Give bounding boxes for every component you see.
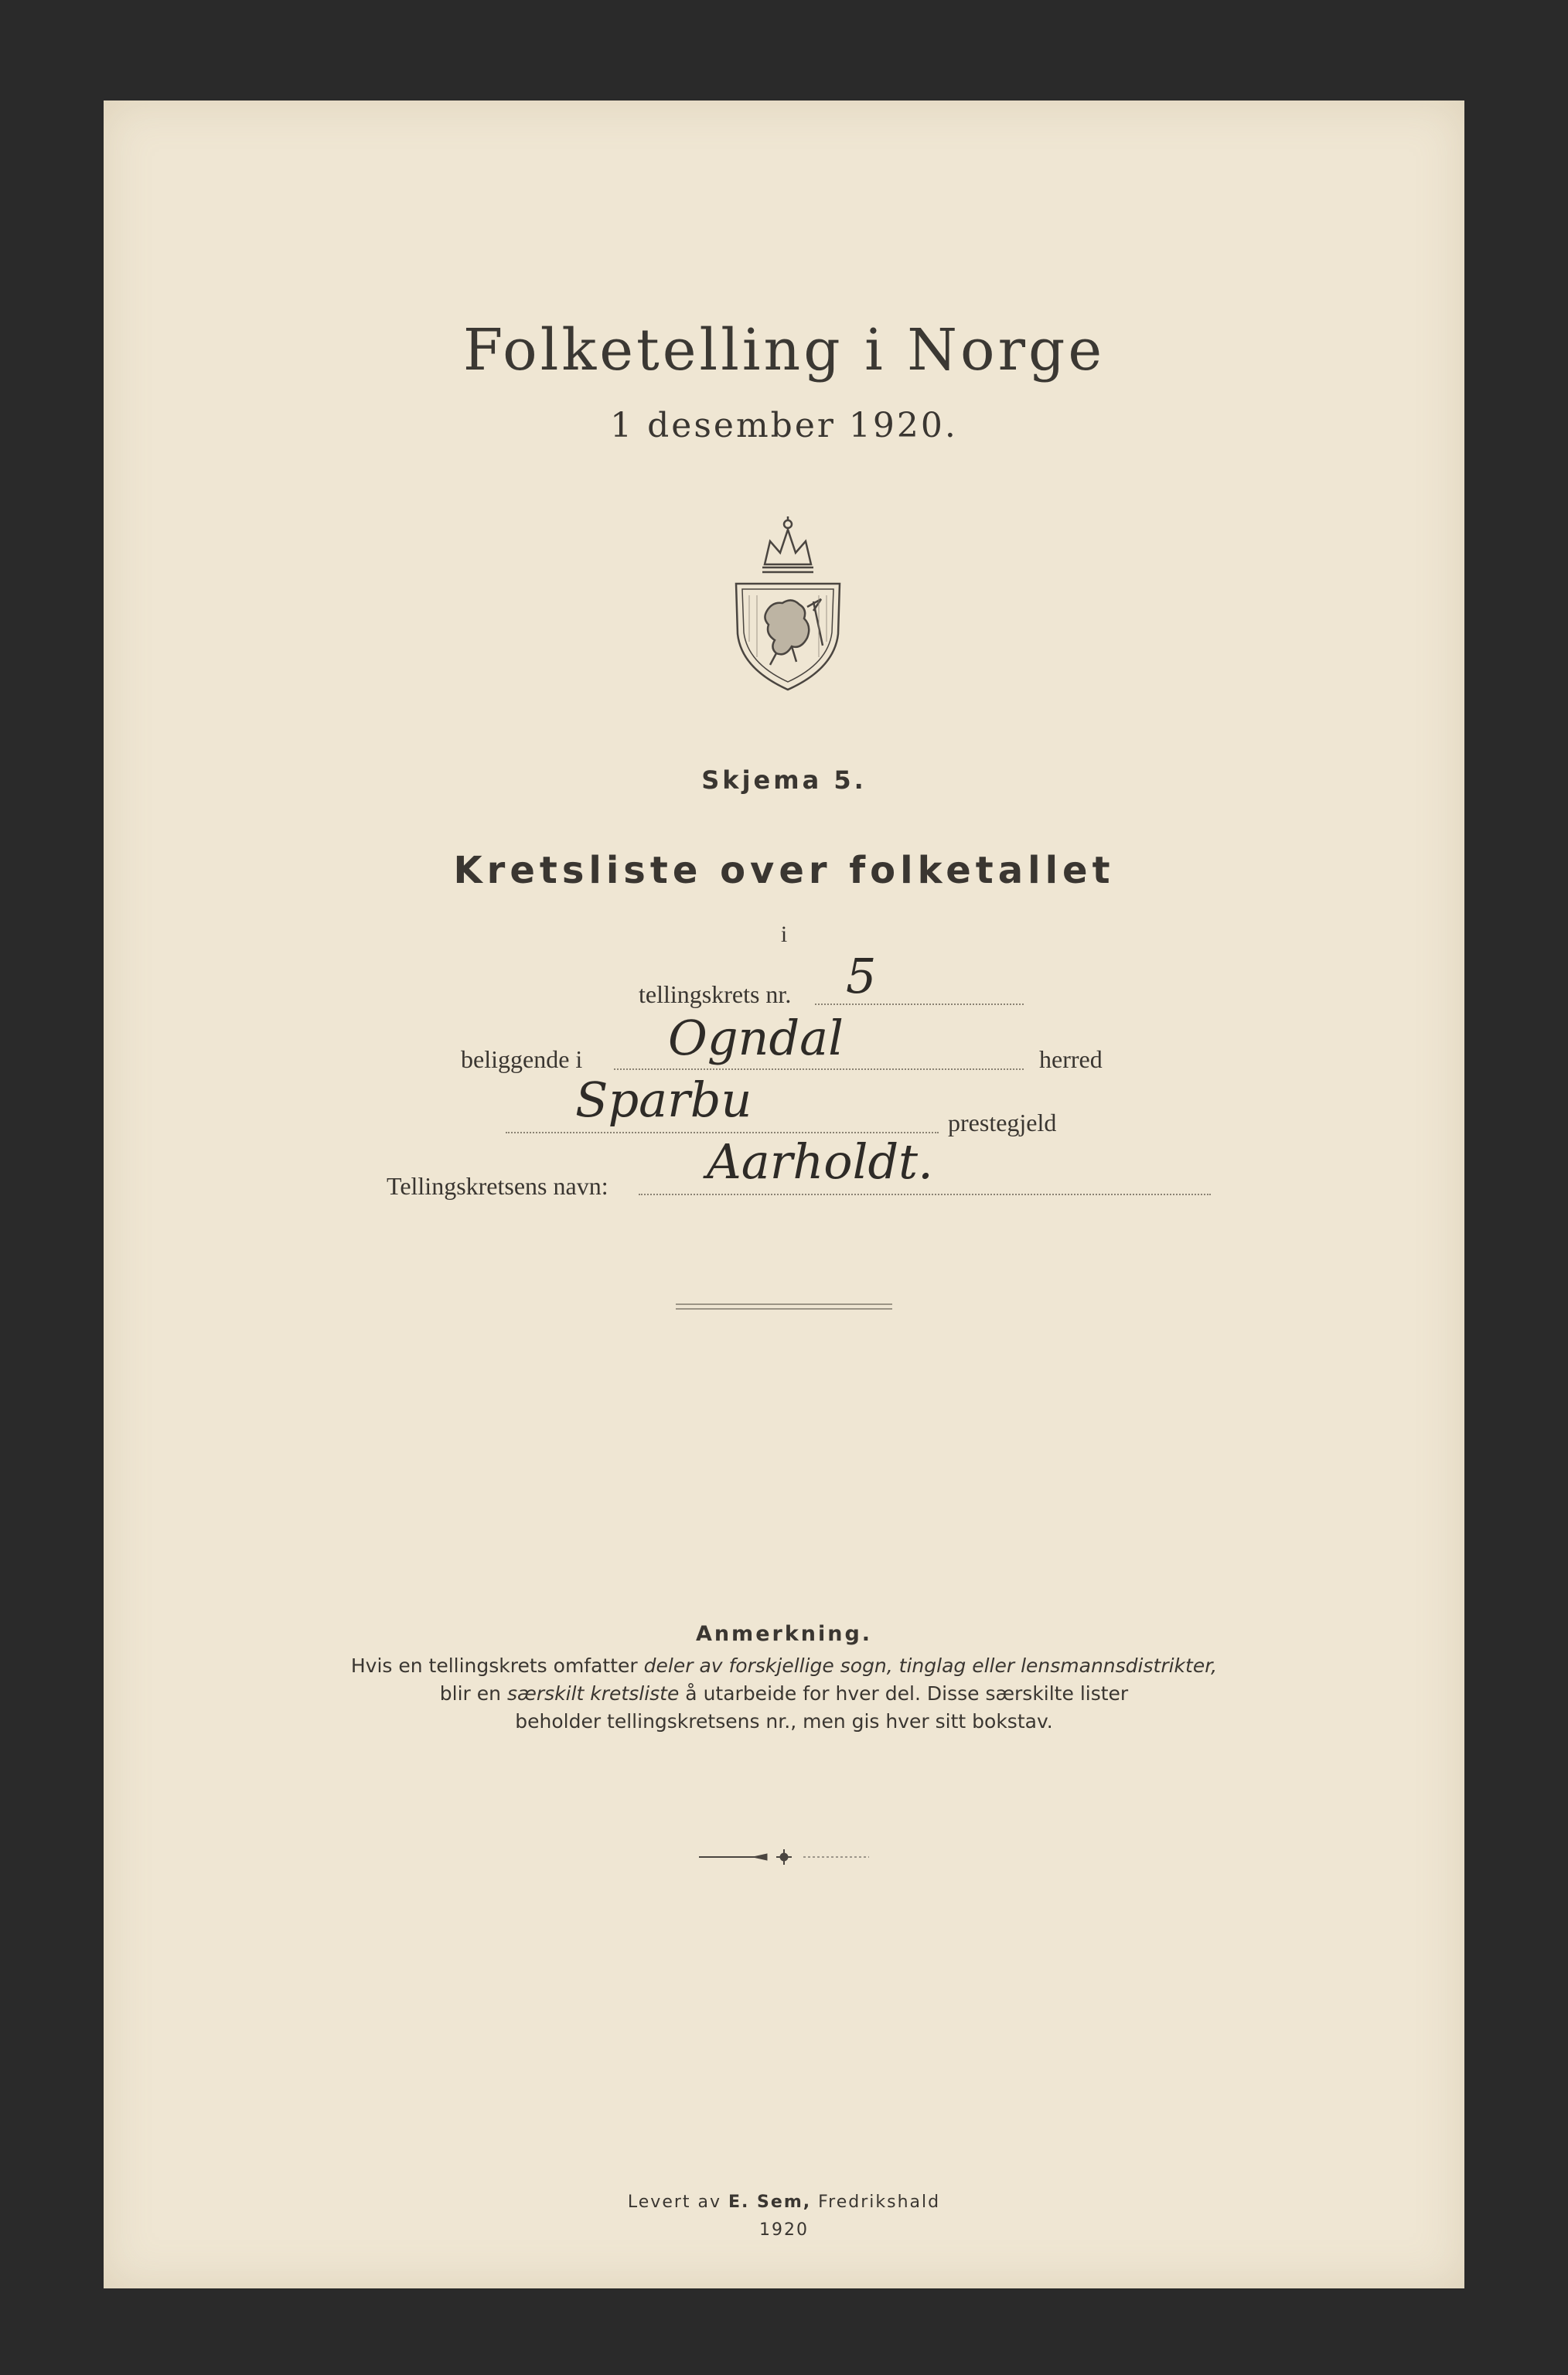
note-line-2-text-a: blir en bbox=[439, 1682, 507, 1705]
printer-prefix: Levert av bbox=[627, 2193, 729, 2212]
printer-place: Fredrikshald bbox=[811, 2193, 941, 2212]
navn-field-line bbox=[639, 1194, 1211, 1195]
printer-name: E. Sem, bbox=[728, 2193, 812, 2212]
connector-word: i bbox=[780, 922, 788, 947]
census-form-sheet bbox=[104, 101, 1464, 2288]
note-line-2 bbox=[104, 1682, 1464, 1705]
note-line-3: beholder tellingskretsens nr., men gis hver sitt bokstav. bbox=[515, 1710, 1053, 1733]
navn-label: Tellingskretsens navn: bbox=[387, 1172, 608, 1200]
printer-year: 1920 bbox=[759, 2220, 809, 2240]
ornamental-divider-icon bbox=[699, 1849, 869, 1865]
printer-credit bbox=[104, 2193, 1464, 2212]
note-line-1 bbox=[104, 1654, 1464, 1677]
krets-value: 5 bbox=[846, 948, 877, 1004]
herred-value: Ogndal bbox=[668, 1010, 844, 1066]
note-title: Anmerkning. bbox=[695, 1622, 873, 1646]
schema-number: Skjema 5. bbox=[701, 765, 867, 795]
form-title: Folketelling i Norge bbox=[462, 317, 1106, 383]
form-heading: Kretsliste over folketallet bbox=[453, 849, 1115, 892]
coat-of-arms-icon bbox=[730, 510, 846, 696]
herred-field-line bbox=[614, 1068, 1024, 1070]
double-rule-divider bbox=[676, 1303, 892, 1310]
prestegjeld-label: prestegjeld bbox=[948, 1109, 1057, 1136]
census-date: 1 desember 1920. bbox=[610, 406, 958, 445]
note-line-1-emphasis: deler av forskjellige sogn, tinglag eller lensmannsdistrikter, bbox=[643, 1654, 1218, 1677]
krets-label: tellingskrets nr. bbox=[639, 980, 792, 1008]
note-line-1-text: Hvis en tellingskrets omfatter bbox=[350, 1654, 644, 1677]
note-line-2-text-b: å utarbeide for hver del. Disse særskilte lister bbox=[679, 1682, 1129, 1705]
beliggende-label: beliggende i bbox=[461, 1045, 583, 1073]
navn-value: Aarholdt. bbox=[707, 1133, 933, 1190]
herred-label: herred bbox=[1039, 1045, 1103, 1073]
prestegjeld-value: Sparbu bbox=[575, 1072, 752, 1128]
note-line-2-emphasis: særskilt kretsliste bbox=[506, 1682, 680, 1705]
